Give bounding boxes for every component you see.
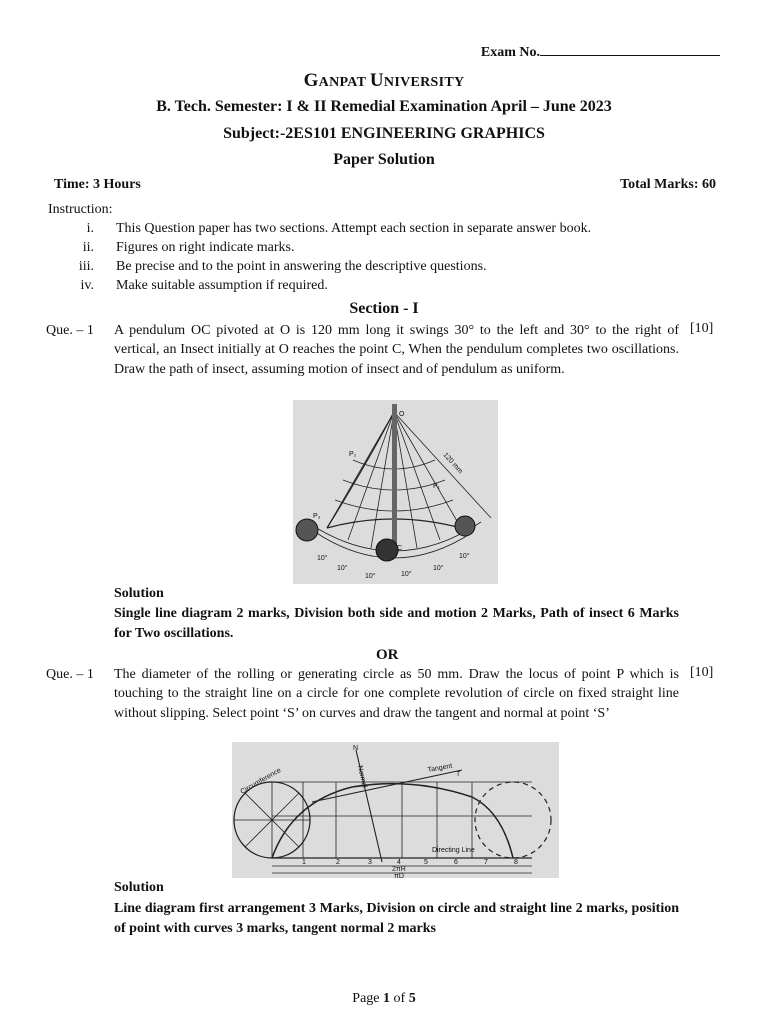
instruction-number: i. bbox=[86, 221, 94, 236]
fig1-point-p1: P₁ bbox=[433, 483, 441, 490]
page-number: 1 bbox=[383, 991, 391, 1006]
exam-number-blank bbox=[540, 42, 720, 56]
solution-heading: Solution bbox=[114, 880, 164, 895]
exam-time: Time: 3 Hours bbox=[54, 177, 141, 192]
fig1-angle: 10° bbox=[317, 555, 328, 562]
fig1-angle: 10° bbox=[401, 571, 412, 578]
fig2-tangent-end: T bbox=[456, 771, 461, 778]
univ-initial-u: U bbox=[369, 70, 384, 91]
fig1-point-o: O bbox=[399, 411, 405, 418]
solution-text: Single line diagram 2 marks, Division both side and motion 2 Marks, Path of insect 6 Marks for Two oscillations. bbox=[114, 606, 679, 641]
instruction-text: This Question paper has two sections. Attempt each section in separate answer book. bbox=[116, 221, 592, 236]
instruction-number: ii. bbox=[82, 240, 94, 255]
question-label: Que. – 1 bbox=[46, 667, 94, 682]
fig1-length-label: 120 mm bbox=[441, 451, 464, 476]
fig2-base-num: 4 bbox=[397, 859, 401, 866]
fig2-base-num: 2 bbox=[336, 859, 340, 866]
univ-initial-g: G bbox=[303, 70, 319, 91]
cycloid-figure bbox=[232, 742, 559, 878]
section-title: Section - I bbox=[349, 300, 419, 317]
exam-number-field bbox=[481, 42, 720, 61]
total-marks: Total Marks: 60 bbox=[620, 177, 716, 192]
fig2-tangent-word: Tangent bbox=[427, 762, 453, 774]
fig2-normal-label: N bbox=[353, 745, 359, 752]
cycloid-drawing bbox=[232, 742, 559, 878]
instruction-text: Make suitable assumption if required. bbox=[116, 278, 328, 293]
univ-rest-1: ANPAT bbox=[318, 75, 370, 90]
page-total: 5 bbox=[408, 991, 416, 1006]
fig2-normal-word: Normal bbox=[356, 764, 368, 789]
fig1-angle: 10° bbox=[337, 565, 348, 572]
page-footer bbox=[0, 991, 768, 1007]
fig1-point-c: C bbox=[397, 545, 403, 552]
fig1-angle: 10° bbox=[365, 573, 376, 580]
or-separator: OR bbox=[376, 647, 399, 663]
univ-rest-2: NIVERSITY bbox=[383, 75, 465, 90]
fig2-base-num: 5 bbox=[424, 859, 428, 866]
page-prefix: Page bbox=[352, 991, 384, 1006]
fig2-base-num: 8 bbox=[514, 859, 518, 866]
exam-number-label: Exam No. bbox=[480, 45, 540, 60]
page-of: of bbox=[390, 991, 409, 1006]
question-marks: [10] bbox=[690, 665, 714, 680]
question-label: Que. – 1 bbox=[46, 323, 94, 338]
fig2-base-num: 7 bbox=[484, 859, 488, 866]
paper-type: Paper Solution bbox=[333, 151, 435, 168]
fig1-angle: 10° bbox=[459, 553, 470, 560]
instruction-number: iii. bbox=[78, 259, 94, 274]
subject-title: Subject:-2ES101 ENGINEERING GRAPHICS bbox=[223, 125, 545, 142]
fig2-base-num: 6 bbox=[454, 859, 458, 866]
question-text: The diameter of the rolling or generating circle as 50 mm. Draw the locus of point P which is touching to the straight line on a circle for one complete revolution of circle on fixed straight line without slipping. Select point ‘S’ on curves and draw the tangent and normal at point ‘S’ bbox=[114, 667, 679, 721]
fig2-dim-2pir: 2πR bbox=[392, 866, 406, 873]
fig2-circumference: Circumference bbox=[239, 766, 283, 796]
instruction-text: Be precise and to the point in answering the descriptive questions. bbox=[116, 259, 487, 274]
fig2-base-num: 3 bbox=[368, 859, 372, 866]
fig2-dim-pid: πD bbox=[394, 873, 404, 878]
fig1-angle: 10° bbox=[433, 565, 444, 572]
instructions-heading: Instruction: bbox=[48, 202, 113, 217]
solution-text: Line diagram first arrangement 3 Marks, Division on circle and straight line 2 marks, position of point with curves 3 marks, tangent normal 2 marks bbox=[114, 901, 679, 936]
fig1-point-p2: P₂ bbox=[349, 451, 357, 458]
question-marks: [10] bbox=[690, 321, 714, 336]
instruction-text: Figures on right indicate marks. bbox=[116, 240, 295, 255]
instruction-number: iv. bbox=[80, 278, 94, 293]
solution-heading: Solution bbox=[114, 586, 164, 601]
pendulum-figure bbox=[293, 400, 498, 584]
question-text: A pendulum OC pivoted at O is 120 mm long it swings 30° to the left and 30° to the right of vertical, an Insect initially at O reaches the point C, When the pendulum completes two oscillations. Draw the path of insect, assuming motion of insect and of pendulum as uniform. bbox=[114, 323, 679, 377]
fig1-point-p3: P₃ bbox=[313, 513, 321, 520]
pendulum-drawing bbox=[293, 400, 498, 584]
fig2-directing-line: Directing Line bbox=[432, 847, 475, 854]
university-name bbox=[0, 70, 768, 92]
exam-title: B. Tech. Semester: I & II Remedial Examination April – June 2023 bbox=[156, 98, 612, 115]
fig2-base-num: 1 bbox=[302, 859, 306, 866]
